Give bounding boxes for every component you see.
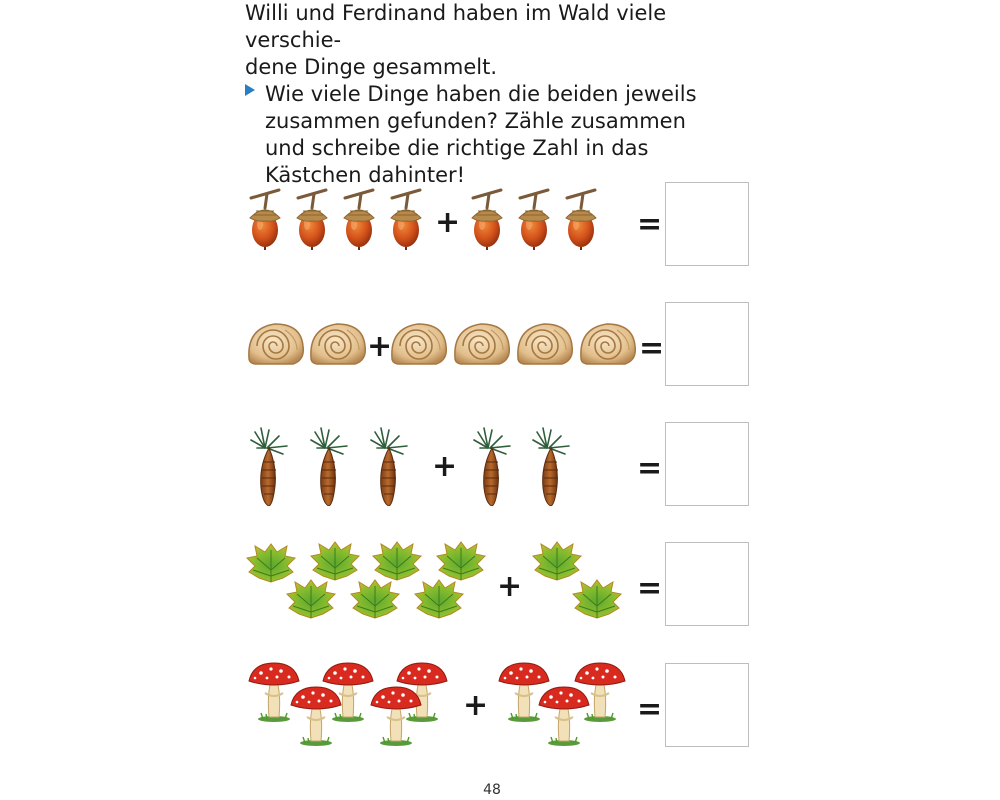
pine-cone-icon xyxy=(529,426,575,506)
equals-sign: = xyxy=(639,331,665,366)
intro-line-1: Willi und Ferdinand haben im Wald viele verschie- xyxy=(245,1,667,52)
answer-box[interactable] xyxy=(665,302,749,386)
acorn-icon xyxy=(386,188,426,250)
equals-sign: = xyxy=(637,571,663,606)
intro-line-2: dene Dinge gesammelt. xyxy=(245,55,498,79)
answer-box[interactable] xyxy=(665,542,749,626)
plus-sign: + xyxy=(367,329,393,364)
mushroom-icon xyxy=(537,683,591,747)
acorn-icon xyxy=(292,188,332,250)
plus-sign: + xyxy=(435,205,461,240)
exercise-row-pine-cones xyxy=(245,422,755,512)
mushroom-icon xyxy=(369,683,423,747)
equals-sign: = xyxy=(637,207,663,242)
answer-box[interactable] xyxy=(665,182,749,266)
task-text: Wie viele Dinge haben die beiden jeweils zusammen gefunden? Zähle zusammen und schreibe die richtige Zahl in das Kästchen dahinter! xyxy=(265,82,697,187)
exercise-row-mushrooms xyxy=(245,663,755,753)
plus-sign: + xyxy=(497,569,523,604)
acorn-icon xyxy=(339,188,379,250)
acorn-icon xyxy=(561,188,601,250)
pine-cone-icon xyxy=(307,426,353,506)
snail-shell-icon xyxy=(514,320,574,368)
acorn-icon xyxy=(245,188,285,250)
equals-sign: = xyxy=(637,451,663,486)
equals-sign: = xyxy=(637,692,663,727)
answer-box[interactable] xyxy=(665,422,749,506)
leaf-icon xyxy=(349,578,401,622)
snail-shell-icon xyxy=(451,320,511,368)
page-number: 48 xyxy=(483,782,501,798)
bullet-arrow-icon xyxy=(245,84,255,96)
snail-shell-icon xyxy=(388,320,448,368)
pine-cone-icon xyxy=(367,426,413,506)
plus-sign: + xyxy=(463,688,489,723)
exercise-row-acorns xyxy=(245,182,755,272)
leaf-icon xyxy=(285,578,337,622)
mushroom-icon xyxy=(289,683,343,747)
pine-cone-icon xyxy=(470,426,516,506)
exercise-row-snail-shells xyxy=(245,302,755,392)
acorn-icon xyxy=(467,188,507,250)
acorn-icon xyxy=(514,188,554,250)
leaf-icon xyxy=(413,578,465,622)
snail-shell-icon xyxy=(577,320,637,368)
snail-shell-icon xyxy=(245,320,305,368)
snail-shell-icon xyxy=(307,320,367,368)
leaf-icon xyxy=(571,578,623,622)
plus-sign: + xyxy=(432,449,458,484)
pine-cone-icon xyxy=(247,426,293,506)
answer-box[interactable] xyxy=(665,663,749,747)
exercise-row-leaves xyxy=(245,542,755,632)
task-instruction xyxy=(245,81,765,189)
instructions xyxy=(245,0,765,189)
